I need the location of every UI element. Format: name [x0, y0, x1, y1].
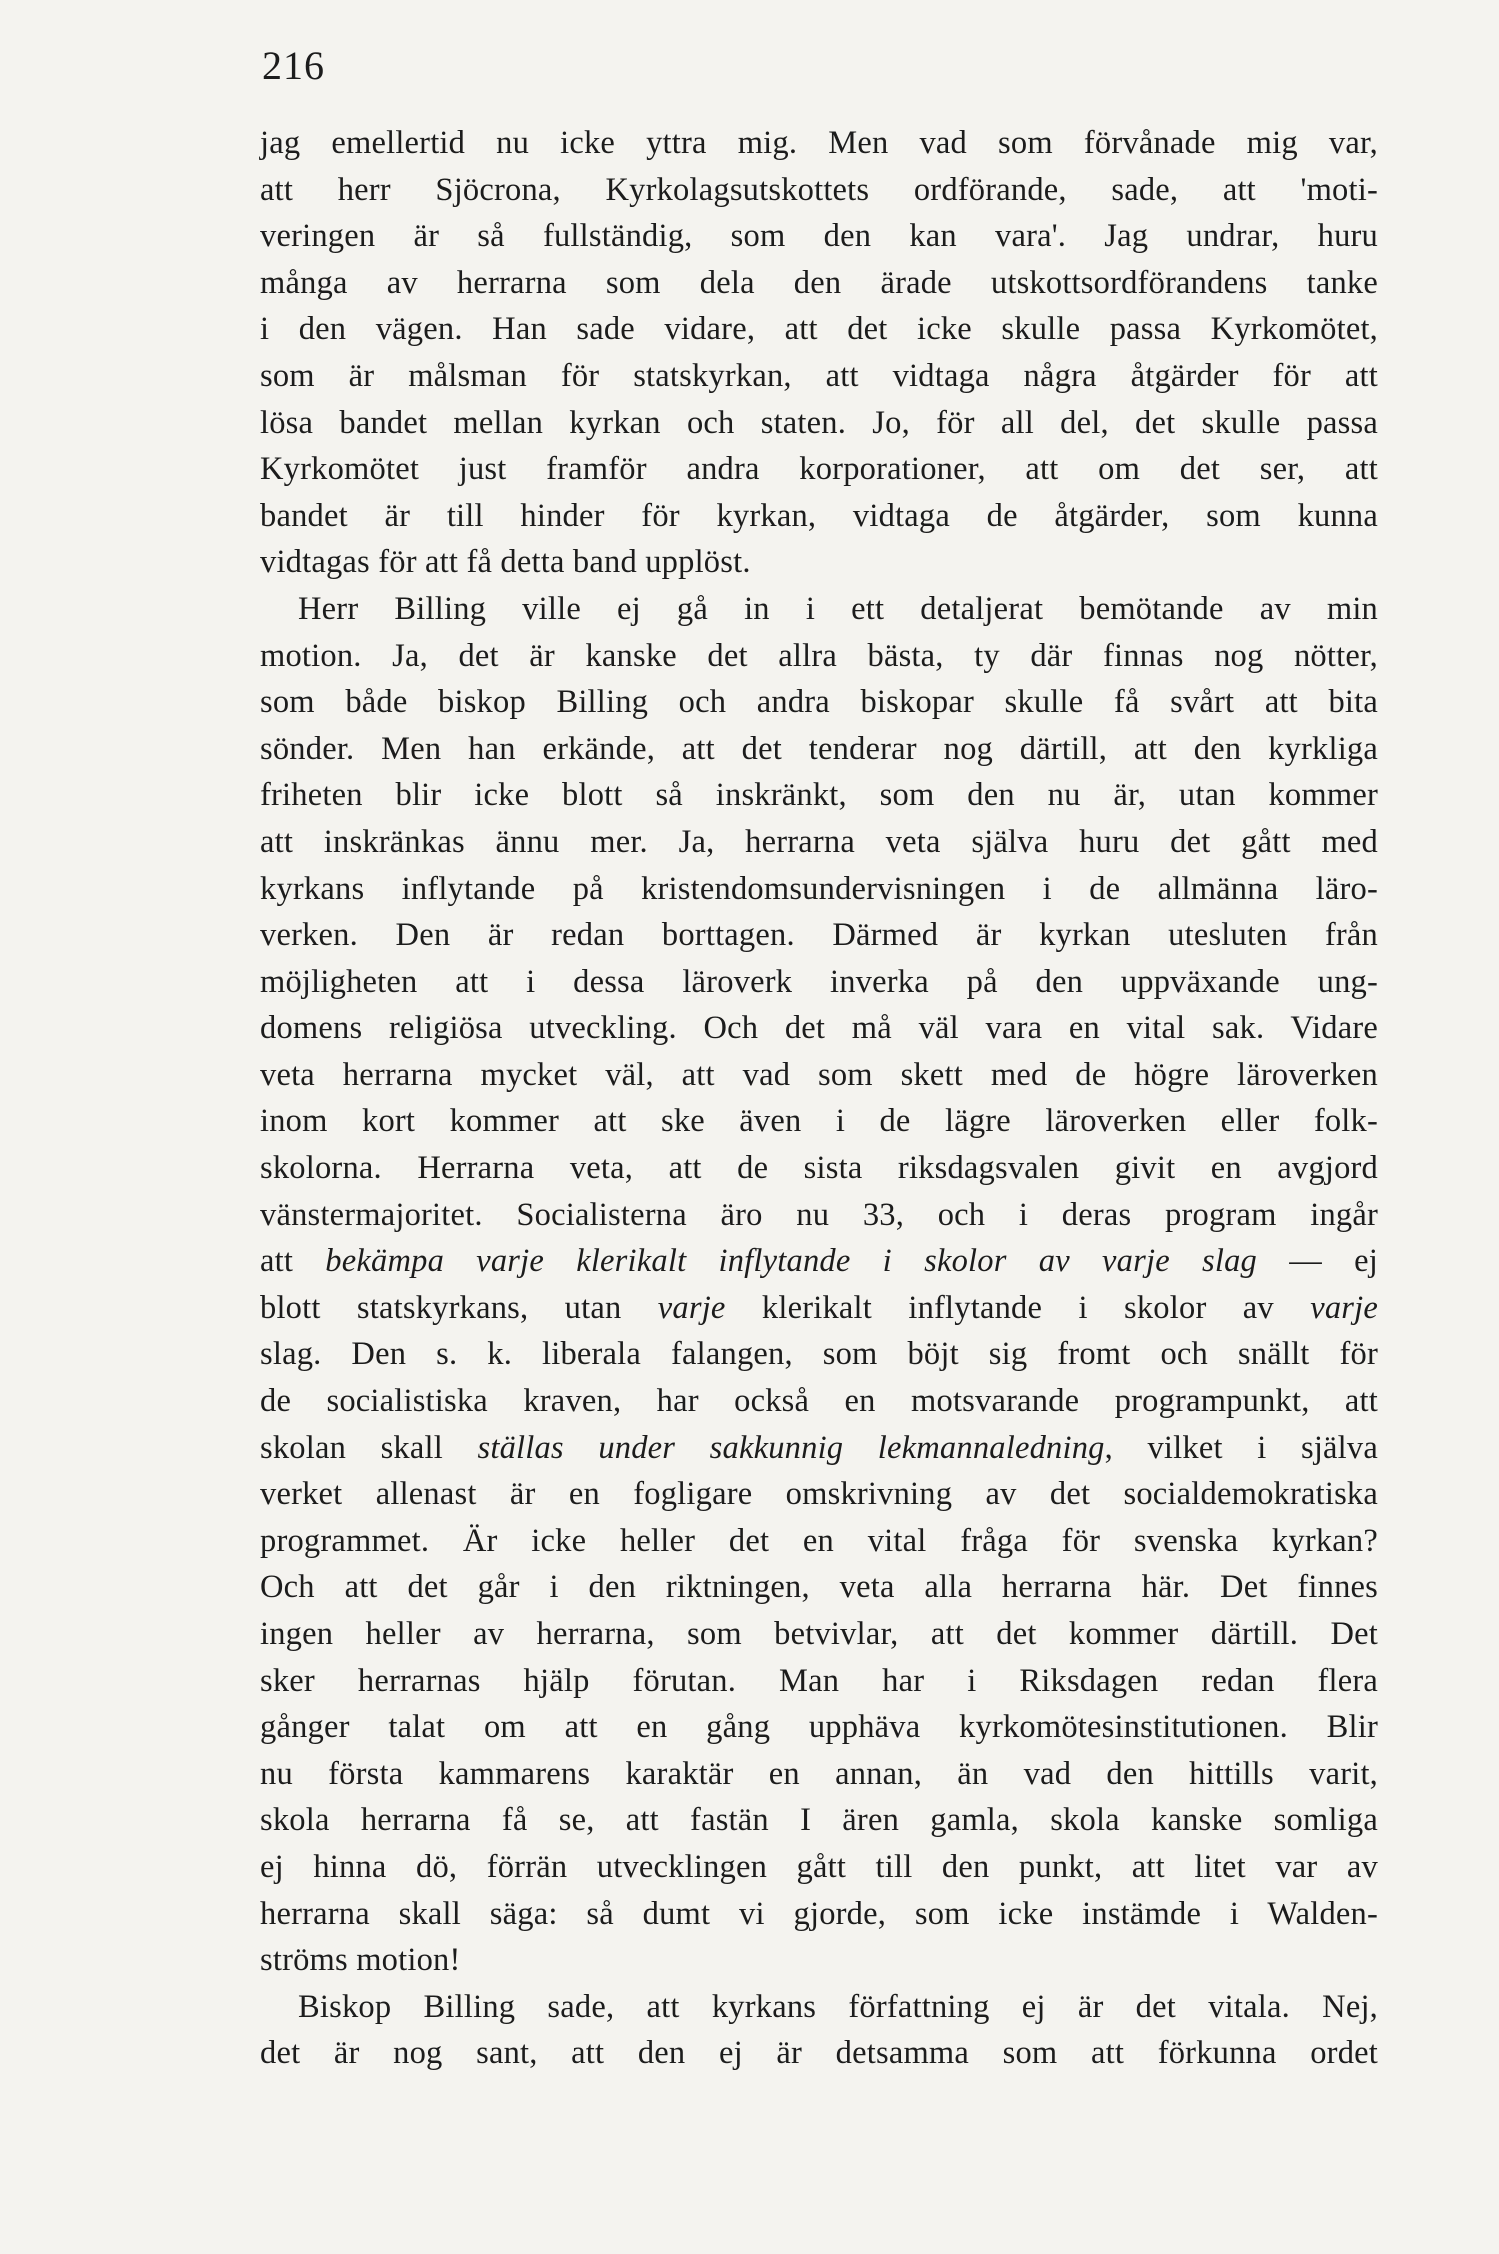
text-segment: Och att det går i den riktningen, veta alla herrarna här. Det finnes — [260, 1569, 1378, 1606]
text-segment: ej hinna dö, förrän utvecklingen gått till den punkt, att litet var av — [260, 1848, 1378, 1885]
text-line — [260, 819, 1378, 866]
text-line — [260, 120, 1378, 167]
body-text — [260, 120, 1378, 2077]
text-segment: ingen heller av herrarna, som betvivlar, att det kommer därtill. Det — [260, 1616, 1378, 1652]
text-line — [260, 586, 1378, 633]
text-segment: veringen är så fullständig, som den kan vara'. Jag undrar, huru — [260, 218, 1378, 255]
text-line — [260, 260, 1378, 307]
text-segment: Biskop Billing sade, att kyrkans författning ej är det vitala. Nej, — [298, 1988, 1378, 2025]
text-line — [260, 213, 1378, 260]
text-line — [260, 1052, 1378, 1099]
text-line — [260, 1937, 1378, 1984]
text-line — [260, 1145, 1378, 1192]
text-segment: Kyrkomötet just framför andra korporationer, att om det ser, att — [260, 451, 1378, 488]
text-segment: bandet är till hinder för kyrkan, vidtaga de åtgärder, som kunna — [260, 497, 1378, 534]
text-line — [260, 866, 1378, 913]
text-segment: många av herrarna som dela den ärade utskottsordförandens tanke — [260, 264, 1378, 301]
text-line — [260, 1518, 1378, 1565]
text-line — [260, 1611, 1378, 1658]
text-line — [260, 726, 1378, 773]
text-line — [260, 1378, 1378, 1425]
text-segment: inom kort kommer att ske även i de lägre läroverken eller folk- — [260, 1103, 1378, 1140]
text-line — [260, 772, 1378, 819]
text-segment: som är målsman för statskyrkan, att vidtaga några åtgärder för att — [260, 357, 1378, 394]
text-segment: det är nog sant, att den ej är detsamma som att förkunna ordet — [260, 2035, 1378, 2072]
text-segment: Herr Billing ville ej gå in i ett detaljerat bemötande av min — [298, 590, 1378, 627]
text-line — [260, 1005, 1378, 1052]
text-line — [260, 1098, 1378, 1145]
text-segment: som både biskop Billing och andra biskopar skulle få svårt att bita — [260, 684, 1378, 721]
text-line — [260, 167, 1378, 214]
text-line — [260, 1704, 1378, 1751]
text-segment: att herr Sjöcrona, Kyrkolagsutskottets ordförande, sade, att 'moti- — [260, 171, 1378, 208]
text-line — [260, 1331, 1378, 1378]
text-segment: sönder. Men han erkände, att det tenderar nog därtill, att den kyrkliga — [260, 730, 1378, 767]
text-line — [260, 1564, 1378, 1611]
text-segment: ströms motion! — [260, 1942, 461, 1979]
text-line — [260, 1658, 1378, 1705]
text-line — [260, 1984, 1378, 2031]
text-line — [260, 1285, 1378, 1332]
text-segment: att — [260, 1243, 326, 1280]
text-segment: vänstermajoritet. Socialisterna äro nu 33, och i deras program ingår — [260, 1196, 1378, 1233]
text-segment: motion. Ja, det är kanske det allra bästa, ty där finnas nog nötter, — [260, 637, 1378, 674]
italic-text: varje — [657, 1289, 726, 1326]
text-segment: jag emellertid nu icke yttra mig. Men vad som förvånade mig var, — [260, 125, 1378, 161]
text-segment: klerikalt inflytande i skolor av — [725, 1289, 1311, 1326]
text-segment: vidtagas för att få detta band upplöst. — [260, 544, 751, 581]
text-line — [260, 446, 1378, 493]
italic-text: ställas under sakkunnig lekmannaledning — [477, 1429, 1105, 1466]
text-line — [260, 1891, 1378, 1938]
text-segment: blott statskyrkans, utan — [260, 1289, 658, 1326]
page-number: 216 — [262, 43, 325, 88]
text-line — [260, 2030, 1378, 2077]
text-segment: kyrkans inflytande på kristendomsundervisningen i de allmänna läro- — [260, 870, 1378, 907]
text-line — [260, 1797, 1378, 1844]
text-segment: gånger talat om att en gång upphäva kyrkomötesinstitutionen. Blir — [260, 1709, 1378, 1746]
text-line — [260, 1192, 1378, 1239]
text-line — [260, 912, 1378, 959]
text-line — [260, 493, 1378, 540]
text-segment: domens religiösa utveckling. Och det må väl vara en vital sak. Vidare — [260, 1010, 1378, 1047]
text-segment: veta herrarna mycket väl, att vad som skett med de högre läroverken — [260, 1056, 1378, 1093]
text-segment: , vilket i själva — [1104, 1429, 1378, 1466]
italic-text: bekämpa varje klerikalt inflytande i skolor av varje slag — [325, 1243, 1258, 1280]
text-segment: — ej — [1257, 1243, 1378, 1280]
text-line — [260, 959, 1378, 1006]
text-segment: möjligheten att i dessa läroverk inverka på den uppväxande ung- — [260, 963, 1378, 1000]
text-line — [260, 1425, 1378, 1472]
text-segment: slag. Den s. k. liberala falangen, som böjt sig fromt och snällt för — [260, 1336, 1378, 1373]
text-line — [260, 353, 1378, 400]
text-segment: nu första kammarens karaktär en annan, än vad den hittills varit, — [260, 1755, 1378, 1792]
text-line — [260, 1751, 1378, 1798]
text-line — [260, 1471, 1378, 1518]
text-segment: lösa bandet mellan kyrkan och staten. Jo, för all del, det skulle passa — [260, 404, 1378, 441]
text-segment: verken. Den är redan borttagen. Därmed är kyrkan utesluten från — [260, 917, 1378, 954]
text-line — [260, 400, 1378, 447]
text-segment: verket allenast är en fogligare omskrivning av det socialdemokratiska — [260, 1476, 1378, 1513]
text-segment: programmet. Är icke heller det en vital fråga för svenska kyrkan? — [260, 1522, 1378, 1559]
text-line — [260, 1238, 1378, 1285]
text-segment: skolorna. Herrarna veta, att de sista riksdagsvalen givit en avgjord — [260, 1150, 1378, 1187]
text-segment: i den vägen. Han sade vidare, att det icke skulle passa Kyrkomötet, — [260, 311, 1378, 348]
text-segment: att inskränkas ännu mer. Ja, herrarna veta själva huru det gått med — [260, 823, 1378, 860]
text-segment: skolan skall — [260, 1429, 478, 1466]
text-line — [260, 306, 1378, 353]
italic-text: varje — [1310, 1289, 1379, 1326]
text-line — [260, 679, 1378, 726]
text-segment: de socialistiska kraven, har också en motsvarande programpunkt, att — [260, 1383, 1378, 1420]
text-segment: friheten blir icke blott så inskränkt, som den nu är, utan kommer — [260, 777, 1378, 814]
text-segment: skola herrarna få se, att fastän I ären gamla, skola kanske somliga — [260, 1802, 1378, 1839]
text-line — [260, 633, 1378, 680]
text-line — [260, 539, 1378, 586]
text-segment: herrarna skall säga: så dumt vi gjorde, som icke instämde i Walden- — [260, 1895, 1378, 1932]
text-segment: sker herrarnas hjälp förutan. Man har i Riksdagen redan flera — [260, 1662, 1378, 1699]
text-line — [260, 1844, 1378, 1891]
